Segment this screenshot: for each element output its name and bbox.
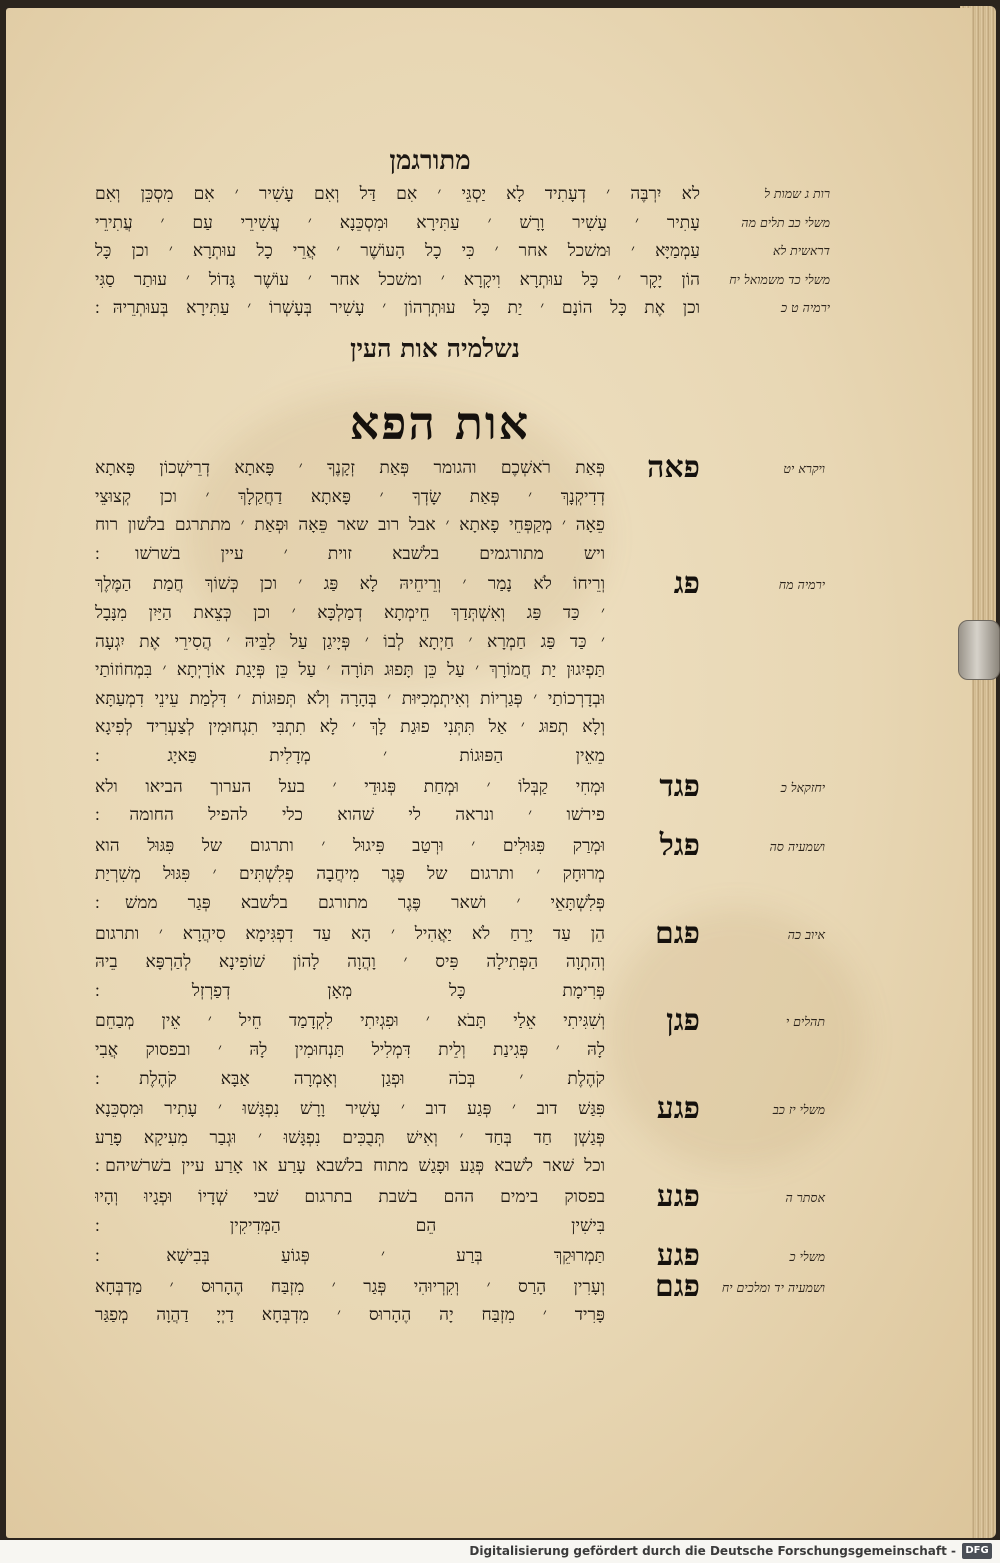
entry-line: ׳ כַּד פַּג וְאִשְׁתְּדַךְ חֵימְתָא דְמַלְכָּא ׳ וכן כְּצֵאת הַיַּיִן מִנָּבָל [95,602,605,623]
margin-reference: משלי כב תלים מה [741,214,830,230]
entry-margin-reference: תהלים י [785,1014,825,1030]
entry-margin-reference: משלי כ [789,1249,825,1265]
entry-line: פְּאַת רֹאשְׁכֶם והגומר פְּאַת זְקָנֶךָ ׳ פָּאתָא דְרֵישְׁכוֹן פָּאתָא [95,458,605,478]
entry-body [95,570,605,770]
entry-line: בפסוק בימים ההם בשׁבת בתרגום שׁבי שְׁדָיוֹ וּפְגָיוּ וְהָיוּ [95,1187,605,1207]
top-quotation-block [95,180,700,323]
entry-body [95,1095,605,1181]
top-line-text: וכן אֶת כָּל הוֹנָם ׳ יַת כָּל עוּתְרְהוֹן ׳ עָשִׁיר בְּעָשְׁרוֹ ׳ עַתִּירָא בְּעוּתְרֵיהּ ׃ [95,298,700,319]
entry-line: פִּגַּשׁ דוב ׳ פְּגַע דוב ׳ עָשִׁיר וָרָשׁ נִפְגָּשׁוּ ׳ עָתִיר וּמִסְכֵּנָא [95,1099,605,1120]
entry-margin-reference: ירמיה מח [778,577,825,593]
entry-line: וּמְרַק פִּגּוּלִים ׳ וּרְטַב פִּיגוּל ׳ ותרגום של פִּגּוּל הוא [95,835,605,856]
entry-margin-reference: ושמעיה סה [769,838,825,854]
entry-line: דְדִיקְנָךְ ׳ פְּאַת שָׂדְךָ ׳ פָּאתָא דַחֲקַלָךְ ׳ וכן קְצוּצֵי [95,486,605,507]
top-line [95,294,700,323]
margin-reference: דראשית לא [772,243,830,259]
entry-margin-reference: אסתר ה [785,1190,825,1205]
entry-body [95,832,605,918]
entry-margin-reference: איוב כה [787,926,825,942]
entry-body [95,1007,605,1093]
entry-line: תַּמְרוּקֵךְ בְּרַע ׳ פְּגוֹעַ בְּבִישָׁא ׃ [95,1246,605,1267]
entry-line: וְעָרִין הָרַס ׳ וְקִרְיוּהִי פְּגַר ׳ מִזְבַּח הֶהָרוּס ׳ מַדְבְּחָא [95,1276,605,1297]
entry-headword: פגע [656,1179,700,1214]
entry-headword: פגד [659,768,700,804]
entry-line: וְהִתְוָה הַפְּתִילָה פִּיס ׳ וָהֲוָה לָהוֹן שׁוֹפִינָא לְהַרְפָּא בֵיהּ [95,952,605,973]
entry-line: וּמְחִי קַבְּלוֹ ׳ וּמְחַת פְּגוּדֵי ׳ בעל הערוך הביאו ולא [95,776,605,797]
entry-headword: פגל [659,827,700,863]
margin-reference: רות ג שמות ל [764,186,830,201]
footer-credit: Digitalisierung gefördert durch die Deutsche Forschungsgemeinschaft - [469,1544,956,1558]
entry-line: פֵאָה ׳ מְקַפְּחֵי פָאתָא ׳ אבל רוב שאר פֵּאָה וּפְאַת ׳ מתתרגם בלשׁון רוח [95,515,605,536]
section-end-heading: נשלמיה אות העין [350,334,520,363]
entry-headword: פאה [647,450,700,485]
page-clip [958,620,1000,680]
top-line-text: עַמְמַיָּא ׳ וּמשׁכל אחר ׳ כִּי כָל הָעוֹשֶׁר ׳ אֲרֵי כָל עוּתְרָא ׳ וכן כָּל [95,241,700,262]
entry-headword: פג [673,566,700,602]
dfg-logo: DFG [962,1543,992,1559]
entry-body [95,1183,605,1240]
entry-line: בִּישִׁין הֵם הַמְּדִיקִין ׃ [95,1215,605,1236]
entry-line: פְּגַשְׁן חַד בְּחַד ׳ וְאִישׁ תְּבֻכִּים נִפְגָּשׁוּ ׳ וּגְבַר מִעִיקָא פָרַע [95,1127,605,1148]
entry-headword: פגן [666,1003,700,1039]
entry-line: תַּפְיִגוּן יַת חֲמוֹרָךְ ׳ עַל כֵּן תָּפוּג תּוֹרָה ׳ עַל כֵּן פְּיָגַת אוֹרָיְתָא ׳ בִּמְחוֹזוֹתַי [95,660,605,681]
entry-line: וְשִׁגִּיתִי אֵלַי תָּבֹא ׳ וּפִגְיִתִי לִקְדָמַד חֵיל ׳ אֵין מְבַחֵם [95,1011,605,1032]
top-line [95,237,700,266]
entry-line: וּבְדָרְכוֹתַי ׳ פְּגַרְיוֹת וְאִיתְמְכִיּוּת ׳ בְּהָרָה וְלֹא תְּפוּגוֹת ׳ דִּלְמַת עֵינֵי דִמְעַתָּא [95,688,605,709]
entry-line: וְרֵיחוֹ לֹא נָמַר ׳ וְרֵיחֵיהּ לָא פַּג ׳ וכן כְּשׁוֹךְ חֲמַת הַמֶּלֶךְ [95,574,605,595]
top-line-text: הוֹן יָקָר ׳ כָּל עוּתְרָא וִיקָרָא ׳ ומשׁכל אחר ׳ עוֹשֶׁר גָּדוֹל ׳ עוּתַר סַגִּי [95,269,700,290]
top-line [95,180,700,209]
entry-headword: פגם [655,1268,700,1304]
entry-headword: פגע [656,1091,700,1127]
entry-line: פְּלִשְׁתָּאֵי ׳ ושׁאר פֶּגֶר מתורגם בלשׁבא פְּגַר ממשׁ ׃ [95,892,605,913]
entry-body [95,454,605,568]
page-title: מתורגמן [389,146,471,176]
top-line-text: לא יִרְבֶּה ׳ דְעָתִיד לָא יַסְגֵּי ׳ אִם דַּל וְאִם עָשִׁיר ׳ אִם מִסְכֵּן וְאִם [95,184,700,204]
entry-margin-reference: יחזקאל כ [780,779,825,795]
entry-line: וְלָא תְפוּג ׳ אַל תִּתְּנִי פוּגַת לָךְ ׳ לָא תִתְבִּי תִגְחוּמִין לְצַעְרִיד לְפִיגָא [95,717,605,738]
entry-line: פָּרִיד ׳ מִזְבַּח יָה הֶהָרוּס ׳ מִדְבְּחָא דַיְיָ דַהֲוָה מְפַגַּר [95,1305,605,1326]
entry-body [95,1273,605,1330]
entry-line: פְּרִימָת כָּל מְאָן דְפַרְזְל ׃ [95,980,605,1001]
entry-line: ׳ כַּד פַּג חַמְרָא ׳ חַיְתָא לְבוֹ ׳ פְּיָיגַן עַל לִבֵּיהּ ׳ הֲסִירֵי אֶת יִגְעָה [95,631,605,652]
section-title: אות הפא [349,396,531,450]
margin-reference: משלי כד משמואל יח [729,271,830,287]
entry-margin-reference: ושמעיה יד ומלכים יח [721,1279,825,1295]
entry-body [95,1242,605,1271]
entry-headword: פגם [655,915,700,951]
footer [0,1540,1000,1563]
entry-body [95,920,605,1006]
top-line [95,209,700,238]
entry-line: לָהּ ׳ פְּגִינַת וְלֵית דִּמְלִיל תַּנְחוּמִין לָהּ ׳ ובפסוק אֲבִי [95,1039,605,1060]
entry-margin-reference: משלי יז כב [772,1102,825,1118]
entry-line: מְרוּחָק ׳ ותרגום של פֶּגֶר מִיחֲבָה פְלִשְׁתִּים ׳ פִּגּוּל מְשִׁרְיַת [95,864,605,885]
entry-line: הֵן עַד יָרֵחַ לֹא יַאֲהִיל ׳ הָא עַד דִפְגִּימָא סִיהֲרָא ׳ ותרגום [95,923,605,944]
entry-line: פירשׁו ׳ ונראה לי שׁהוא כלי להפיל החומה ׃ [95,805,605,826]
entry-line: וכל שׁאר לשׁבא פְּגַע וּפָגַשׁ מתוח בלשׁבא עָרַע או אָרַע עיין בשׁרשׁיהם ׃ [95,1156,605,1177]
entry-margin-reference: ויקרא יט [783,461,825,476]
entry-headword: פגע [656,1238,700,1274]
entry-body [95,773,605,830]
margin-reference: ירמיה ט כ [780,300,830,316]
entry-line: קֹהֶלֶת ׳ בְּכֹה וּפְגַן וְאָמְרָה אַבָּא קֹהֶלֶת ׃ [95,1068,605,1089]
top-line [95,266,700,295]
entry-line: מֵאֵין הַפּוּגוֹת ׳ מְדָלִית פַּאיָג ׃ [95,745,605,766]
entry-line: ויש מתורגמים בלשׁבא זוית ׳ עיין בשׁרשׁו ׃ [95,543,605,564]
top-line-text: עָתִיר ׳ עָשִׁיר וָרָשׁ ׳ עַתִּירָא וּמִסְכֵּנָא ׳ עֲשִׁירֵי עַם ׳ עֲתִירֵי [95,212,700,233]
